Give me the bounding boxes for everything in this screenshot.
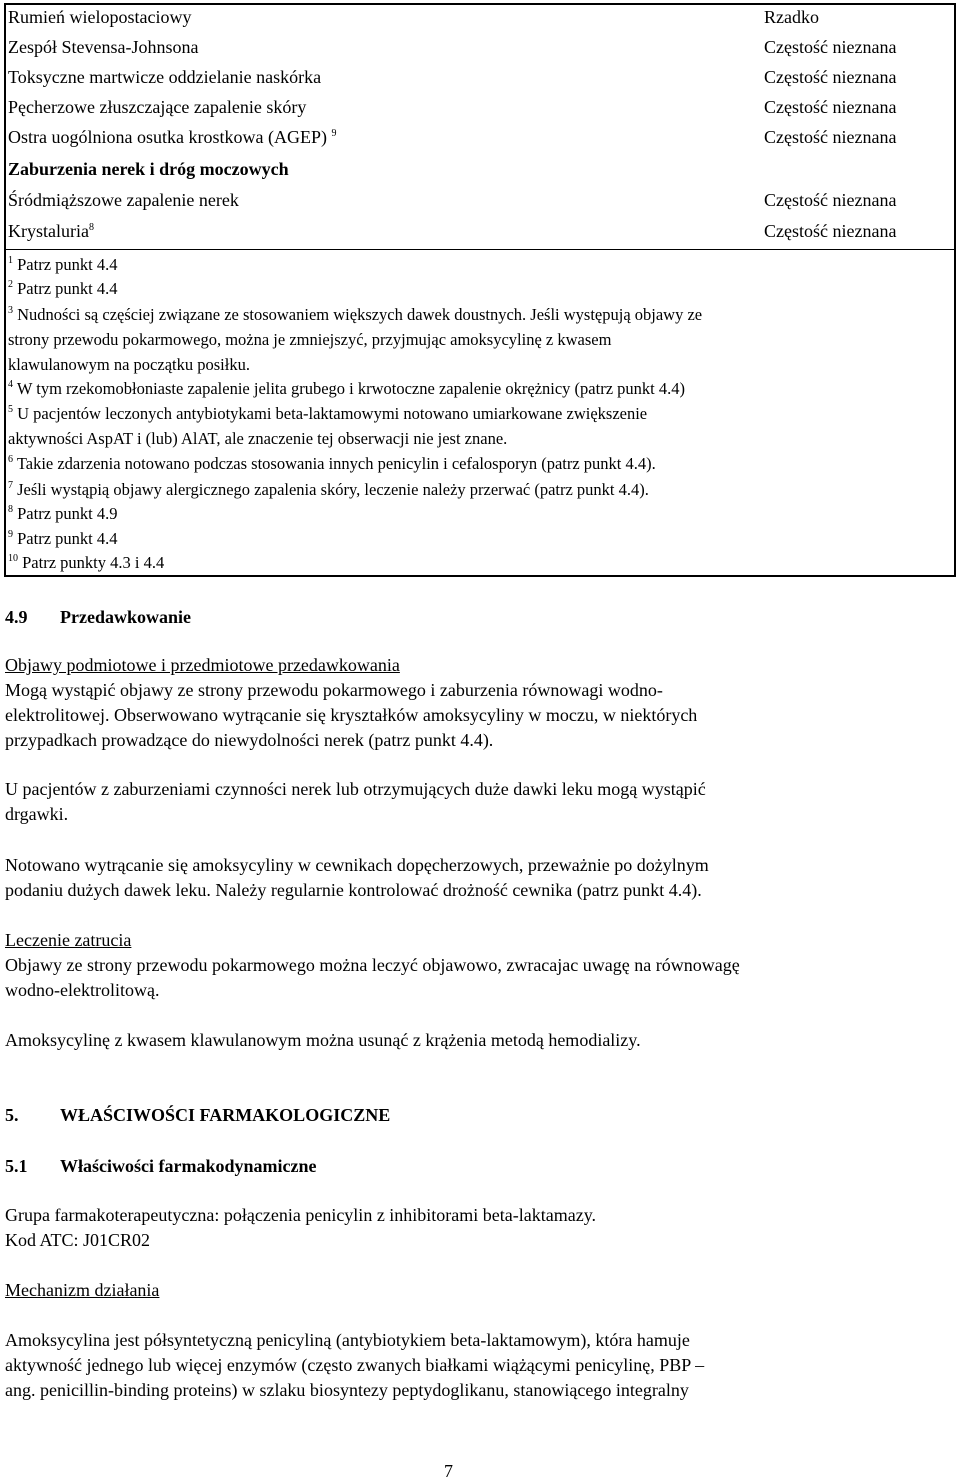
section-number: 5.1	[5, 1156, 28, 1176]
table-row	[8, 2, 942, 32]
footnote: $^7$ Jeśli wystąpią objawy alergicznego zapalenia skóry, leczenie należy przerwać (patrz punkt 4.4).	[8, 480, 649, 499]
table-row-category	[8, 154, 942, 184]
row-label: Krystaluria$^8$	[8, 221, 94, 241]
paragraph: Amoksycylina jest półsyntetyczną penicyliną (antybiotykiem beta-laktamowym), która hamuje aktywność jednego lub więcej enzymów (często zwanych białkami wiążącymi penicylinę, PBP – ang. penicillin-binding proteins) w szlaku biosyntezy peptydoglikanu, stanowiącego integralny	[5, 1330, 705, 1400]
paragraph: Grupa farmakoterapeutyczna: połączenia penicylin z inhibitorami beta-laktamazy. Kod ATC: J01CR02	[5, 1205, 597, 1250]
subheading: Objawy podmiotowe i przedmiotowe przedawkowania	[5, 655, 400, 675]
paragraph: Objawy ze strony przewodu pokarmowego można leczyć objawowo, zwracajac uwagę na równowagę wodno-elektrolitową.	[5, 955, 740, 1000]
paragraph: Notowano wytrącanie się amoksycyliny w cewnikach dopęcherzowych, przeważnie po dożylnym podaniu dużych dawek leku. Należy regularnie kontrolować drożność cewnika (patrz punkt 4.4).	[5, 855, 709, 900]
section-title: WŁAŚCIWOŚCI FARMAKOLOGICZNE	[60, 1105, 391, 1125]
section-number: 5.	[5, 1105, 19, 1125]
table-row	[8, 32, 942, 62]
section-number: 4.9	[5, 607, 28, 627]
row-label: Śródmiąższowe zapalenie nerek	[8, 190, 239, 210]
footnote: $^5$ U pacjentów leczonych antybiotykami beta-laktamowymi notowano umiarkowane zwiększenie aktywności AspAT i (lub) AlAT, ale znaczenie tej obserwacji nie jest znane.	[8, 404, 648, 448]
footnote: $^6$ Takie zdarzenia notowano podczas stosowania innych penicylin i cefalosporyn (patrz punkt 4.4).	[8, 454, 656, 473]
row-label: Pęcherzowe złuszczające zapalenie skóry	[8, 97, 307, 117]
row-frequency: Częstość nieznana	[764, 97, 897, 117]
footnote: $^4$ W tym rzekomobłoniaste zapalenie jelita grubego i krwotoczne zapalenie okrężnicy (patrz punkt 4.4)	[8, 379, 685, 398]
section-heading	[5, 1153, 316, 1179]
footnote: $^2$ Patrz punkt 4.4	[8, 279, 118, 298]
footnote: $^8$ Patrz punkt 4.9	[8, 504, 118, 523]
row-frequency: Częstość nieznana	[764, 37, 897, 57]
row-label: Zespół Stevensa-Johnsona	[8, 37, 199, 57]
footnote-ref: 8	[88, 222, 94, 233]
table-row	[8, 185, 942, 215]
paragraph: U pacjentów z zaburzeniami czynności nerek lub otrzymujących duże dawki leku mogą wystąpić drgawki.	[5, 779, 706, 824]
row-frequency: Częstość nieznana	[764, 190, 897, 210]
table-divider	[4, 249, 956, 250]
section-title: Przedawkowanie	[60, 607, 191, 627]
section-title: Właściwości farmakodynamiczne	[60, 1156, 317, 1176]
paragraph: Amoksycylinę z kwasem klawulanowym można usunąć z krążenia metodą hemodializy.	[5, 1030, 641, 1050]
row-frequency: Rzadko	[764, 7, 819, 27]
paragraph: Mogą wystąpić objawy ze strony przewodu pokarmowego i zaburzenia równowagi wodno- elektrolitowej. Obserwowano wytrącanie się kryształków amoksycyliny w moczu, w niektórych przypadkach prowadzące do niewydolności nerek (patrz punkt 4.4).	[5, 680, 698, 750]
table-row	[8, 122, 942, 152]
row-frequency: Częstość nieznana	[764, 67, 897, 87]
footnote: $^3$ Nudności są częściej związane ze stosowaniem większych dawek doustnych. Jeśli występują objawy ze strony przewodu pokarmowego, można je zmniejszyć, przyjmując amoksycylinę z kwasem klawulanowym na początku posiłku.	[8, 305, 703, 374]
footnote: $^{10}$ Patrz punkty 4.3 i 4.4	[8, 553, 165, 572]
table-row	[8, 92, 942, 122]
section-heading	[5, 1102, 390, 1128]
category-label: Zaburzenia nerek i dróg moczowych	[8, 159, 289, 179]
row-frequency: Częstość nieznana	[764, 221, 897, 241]
row-label: Ostra uogólniona osutka krostkowa (AGEP) $^9$	[8, 127, 337, 147]
row-label: Toksyczne martwicze oddzielanie naskórka	[8, 67, 322, 87]
row-frequency: Częstość nieznana	[764, 127, 897, 147]
footnote-ref: 9	[331, 128, 337, 139]
footnote: $^9$ Patrz punkt 4.4	[8, 529, 118, 548]
table-row	[8, 216, 942, 246]
subheading: Leczenie zatrucia	[5, 930, 132, 950]
table-row	[8, 62, 942, 92]
section-heading	[5, 604, 191, 630]
footnote: $^1$ Patrz punkt 4.4	[8, 255, 118, 274]
row-label: Rumień wielopostaciowy	[8, 7, 192, 27]
subheading: Mechanizm działania	[5, 1280, 160, 1300]
page-number: 7	[444, 1461, 453, 1481]
